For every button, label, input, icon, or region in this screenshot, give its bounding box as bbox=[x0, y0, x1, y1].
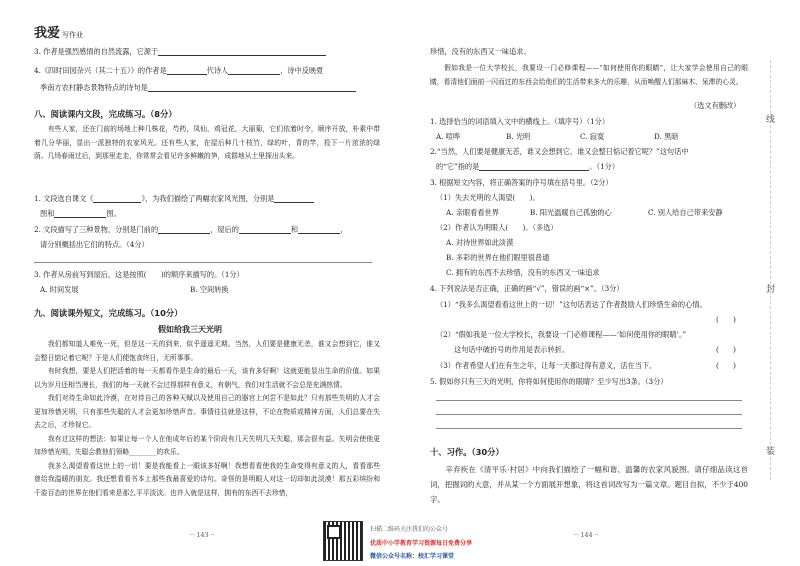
passage-8: 有些人家，还在门前的场地上种几株花，芍药，凤仙，鸡冠花，大丽菊，它们依着时令，顺序开放，朴素中带着几分华丽，显出一派独特的农家风光。还有些人家，在屋后种几十枝竹，绿的叶，青的竿，投下一片浓浓的绿荫。几场春雨过后，到那里走走，你常常会看见许多鲜嫩的笋，成群地从土里探出头来。 bbox=[34, 125, 380, 160]
answer-line bbox=[34, 262, 372, 263]
q9-3-1-option-b: B. 阳光温暖自己孤独的心 bbox=[530, 208, 612, 217]
answer-line bbox=[436, 400, 742, 401]
q9-2-cont: 的“它”指的是 。（1分） bbox=[436, 162, 620, 171]
footer-scan-text: 扫描二维码关注我们的公众号 bbox=[370, 526, 449, 533]
question-4: 4.《四时田园杂兴（其二十五）》的作者是 代诗人 ，诗中反映夏 bbox=[34, 66, 324, 75]
section-10-heading: 十、习作。（30分） bbox=[430, 447, 504, 457]
q9-3-2-option-b: B. 多彩的世界在他们眼里很普通 bbox=[446, 253, 550, 262]
q9-3-2-option-a: A. 对待世界如此淡漠 bbox=[446, 238, 514, 247]
passage-9-title: 假如给我三天光明 bbox=[158, 325, 222, 334]
q9-3-2-option-c: C. 拥有的东西不去珍惜，没有的东西又一味追求 bbox=[446, 268, 600, 277]
binding-mark-1: 线 bbox=[766, 115, 776, 125]
brand-logo: 我爱 写作业 bbox=[34, 26, 84, 41]
footer-line-2: 微信公众号名称：校汇学习课堂 bbox=[370, 553, 455, 560]
q8-1: 1. 文段选自课文《 》，为我们描绘了两幅农家风光图，分别是 bbox=[34, 194, 314, 203]
q9-1-option-c: C. 寂寞 bbox=[580, 132, 605, 141]
q9-1-option-b: B. 光明 bbox=[506, 132, 531, 141]
q9-4-2: （2）“假如我是一位大学校长，我要设一门必修课程——‘如何使用你的眼睛’。” bbox=[436, 330, 687, 339]
q9-3-1-option-a: A. 亲眼看看世界 bbox=[446, 208, 499, 217]
q8-2-instr: 请分别概括出它们的特点。（4分） bbox=[40, 240, 149, 249]
passage-9: 我们都知道人难免一死，但是这一天的到来，似乎遥遥无期。当然，人们要是健康无恙，谁又会想到它，谁又会整日惦记着它呢？于是人们便饱食终日，无所事事。 有时我想，要是人们把活着的每一天都看作是生命的最后一天，该有多好啊！这就更能显出生命的价值。如果以为岁月还相当漫长，我们的每一天就不会过得那样有意义，有朝气，我们对生活就不会总是充满热情。 我们对待生命如此冷漠，在对待自己的各种天赋以及使用自己的器官上何尝不是如此？只有那些失明的人才会更加珍惜光明，只有那些失聪的人才会更加珍惜声音。事情往往就是这样，不论在物质或精神方面，人们总要在失去之后，才珍视它。 我有过这样的想法：如果让每一个人在他成年后的某个阶段有几天失明几天失聪，那会很有益。失明会使他更加珍惜光明，失聪会教他们领略________的欢乐。 我多么渴望看看这世上的一切！要是我能看上一眼该多好啊！我想看看使我的生命变得有意义的人，看看那些曾给我温暖的朋友。我还想看看书本上那些我最喜爱的诗句。奇怪的是明眼人对这一切却如此淡漠！那五彩缤纷和千姿百态的世界在他们看来是那么平平淡淡。也许人就是这样，拥有的东西不去珍惜， bbox=[34, 340, 380, 497]
source-note: （选文有删改） bbox=[690, 101, 741, 110]
page-number-left: ·· 143 ·· bbox=[190, 531, 215, 539]
q9-4-2-cont: 这句话中破折号的作用是表示转折。 bbox=[454, 345, 570, 354]
q8-1-cont: 图和 图。 bbox=[40, 209, 121, 218]
composition-prompt: 辛弃疾在《清平乐·村居》中向我们描绘了一幅和谐、温馨的农家风貌图。请仔细品读这首词，把握词的大意，并从某一个方面展开想象，将这首词改写为一篇文章。题目自拟，不少于400字。 bbox=[430, 465, 748, 504]
q9-1-option-d: D. 黑暗 bbox=[654, 132, 679, 141]
q9-2: 2.“当然，人们要是健康无恙，谁又会想到它，谁又会整日惦记着它呢？”这句话中 bbox=[430, 147, 689, 156]
footer-line-1: 优质中小学教育学习资源每日免费分享 bbox=[370, 540, 473, 547]
q9-4-1-paren: ( ) bbox=[716, 315, 736, 324]
q9-3: 3. 根据短文内容，将正确答案的序号填在括号里。（2分） bbox=[430, 178, 613, 187]
q9-5: 5. 假如你只有三天的光明，你将如何使用你的眼睛？至少写出3条。（3分） bbox=[430, 377, 668, 386]
section-8-heading: 八、阅读课内文段，完成练习。（8分） bbox=[34, 109, 177, 119]
q9-4-1: （1）“我多么渴望看看这世上的一切！”这句话表达了作者鼓励人们珍惜生命的心情。 bbox=[436, 300, 707, 309]
passage-9-last-paragraph: 假如我是一位大学校长，我要设一门必修课程——“如何使用你的眼睛”，让大家学会使用自己的眼睛，看清他们面前一闪而过的东西会给他们的生活带来多大的乐趣，从而唤醒人们那麻木、呆滞的心灵。 bbox=[430, 64, 748, 86]
question-4-cont: 季南方农村静态景物特点的诗句是 bbox=[40, 83, 356, 92]
q9-1: 1. 选择恰当的词语填入文中的横线上。（填序号）（1分） bbox=[430, 117, 610, 126]
section-9-heading: 九、阅读课外短文，完成练习。（10分） bbox=[34, 308, 183, 318]
passage-9-continued: 珍惜，没有的东西又一味追求。 bbox=[430, 47, 531, 56]
q9-4-3-paren: ( ) bbox=[716, 361, 736, 370]
page-number-right: ·· 144 ·· bbox=[574, 531, 599, 539]
qr-code bbox=[323, 521, 363, 561]
q8-2: 2. 文段描写了三种景物，分别是门前的 ，屋后的 和 ， bbox=[34, 225, 348, 234]
q9-1-option-a: A. 喧哗 bbox=[436, 132, 461, 141]
answer-line bbox=[436, 428, 742, 429]
q9-3-2: （2）作者认为明眼人( )。（多选） bbox=[436, 223, 558, 232]
q8-3-option-b: B. 空间转换 bbox=[190, 285, 229, 294]
q9-4-2-paren: ( ) bbox=[716, 345, 736, 354]
q9-3-1: （1）失去光明的人渴望( )。 bbox=[436, 193, 540, 202]
binding-mark-3: 装 bbox=[766, 447, 776, 457]
binding-mark-2: 封 bbox=[766, 285, 776, 295]
question-3: 3. 作者是强烈感情的自然流露，它源于 bbox=[34, 47, 326, 56]
q8-3: 3. 作者从房前写到屋后，这是按照( )的顺序来描写的。（1分） bbox=[34, 270, 244, 279]
answer-line bbox=[436, 414, 742, 415]
q9-3-1-option-c: C. 别人给自己带来安静 bbox=[648, 208, 723, 217]
q8-3-option-a: A. 时间发展 bbox=[40, 285, 79, 294]
q9-4-3: （3）作者希望人们在有生之年，让每一天都过得有意义，活在当下。 bbox=[436, 361, 657, 370]
q9-4: 4. 下列说法是否正确，正确的画“√”，错误的画“×”。（3分） bbox=[430, 284, 624, 293]
